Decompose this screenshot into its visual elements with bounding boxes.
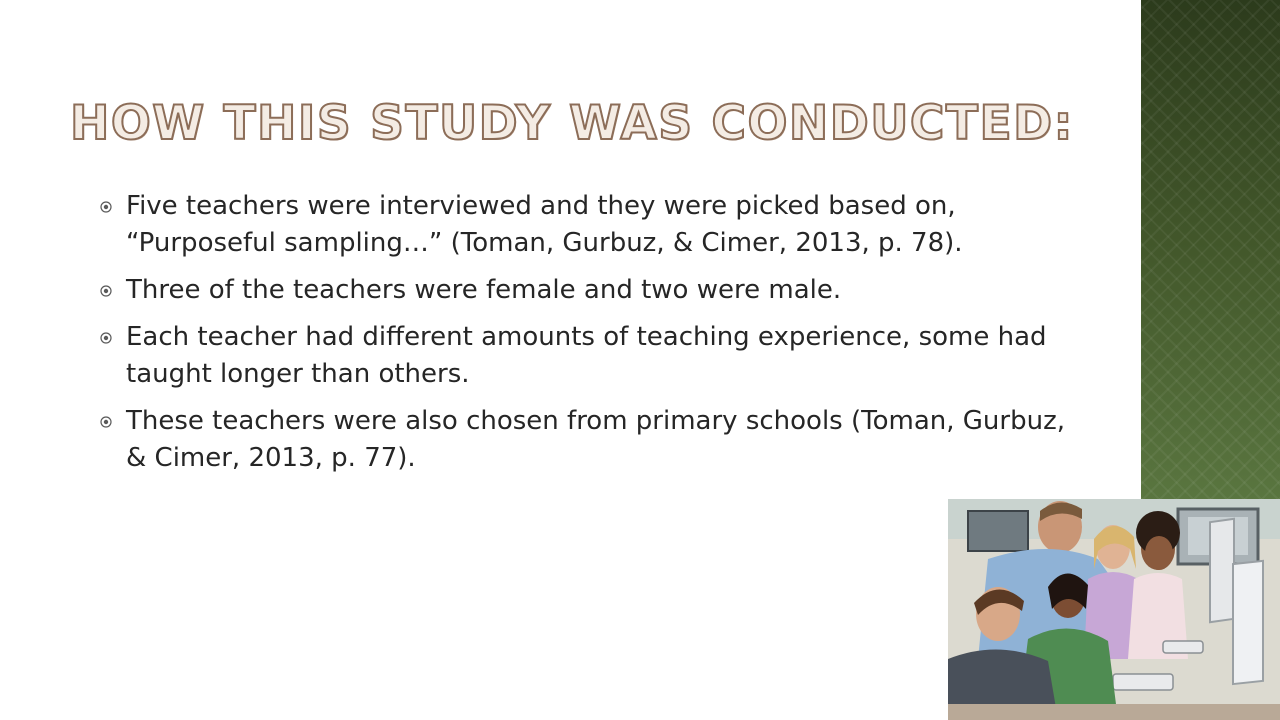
bullet-item [100,319,1090,393]
bullet-item [100,188,1090,262]
circle-dot-icon [100,332,112,344]
circle-dot-icon [100,201,112,213]
bullet-item [100,403,1090,477]
bullet-item [100,272,1090,309]
bullet-text: Five teachers were interviewed and they were picked based on, “Purposeful sampling…” (Toman, Gurbuz, & Cimer, 2013, p. 78). [126,191,963,258]
circle-dot-icon [100,285,112,297]
bullet-list [100,188,1090,487]
classroom-illustration [948,499,1280,720]
bullet-text: Each teacher had different amounts of teaching experience, some had taught longer than others. [126,322,1047,389]
circle-dot-icon [100,416,112,428]
slide-title: HOW THIS STUDY WAS CONDUCTED: [70,96,1074,151]
bullet-text: These teachers were also chosen from primary schools (Toman, Gurbuz, & Cimer, 2013, p. 77). [126,406,1065,473]
classroom-photo [948,499,1280,720]
bullet-text: Three of the teachers were female and two were male. [126,275,842,305]
